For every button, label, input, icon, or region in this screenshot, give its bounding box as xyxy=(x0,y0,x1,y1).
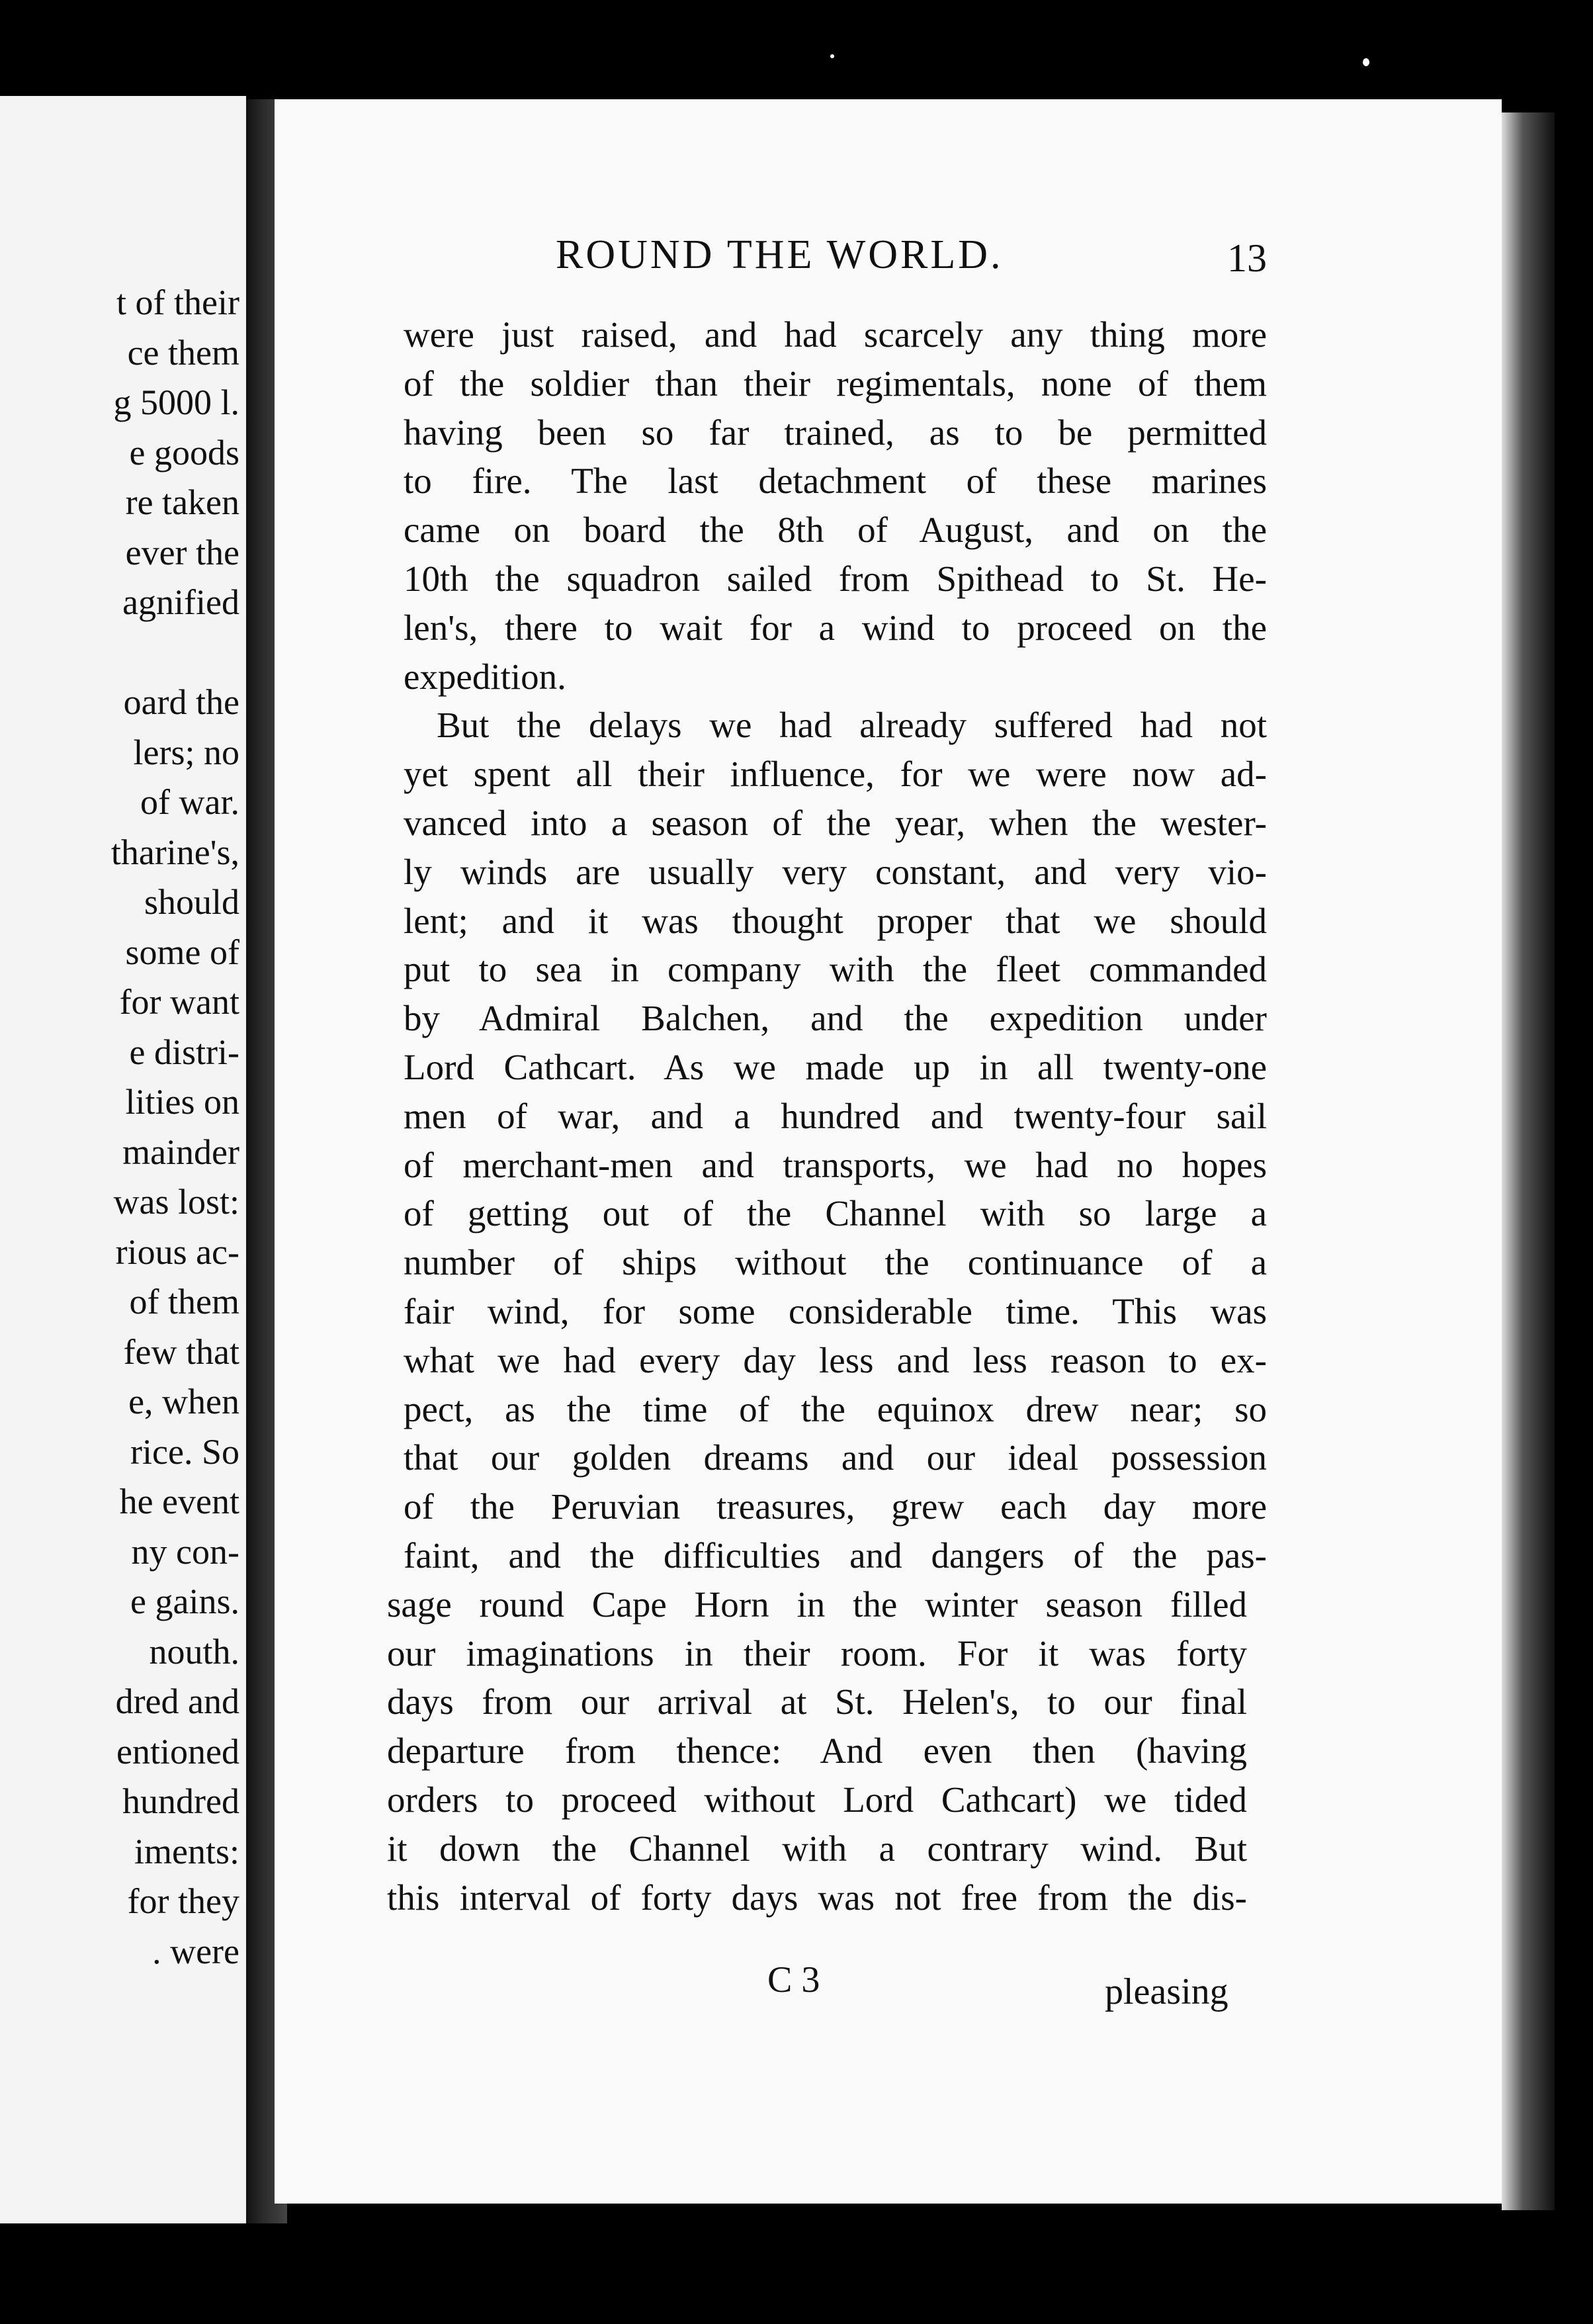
text-line: were just raised, and had scarcely any thing more xyxy=(404,314,1267,355)
left-page-line: oard the xyxy=(123,682,239,722)
left-page-line: re taken xyxy=(125,482,239,522)
text-line: But the delays we had already suffered had not xyxy=(437,705,1267,746)
left-page-line: rious ac- xyxy=(115,1231,239,1272)
left-page-line: mainder xyxy=(122,1132,239,1172)
text-line: put to sea in company with the fleet commanded xyxy=(404,949,1267,990)
text-line: vanced into a season of the year, when the wester- xyxy=(404,803,1267,843)
text-line: that our golden dreams and our ideal possession xyxy=(404,1437,1267,1478)
text-line: of the Peruvian treasures, grew each day more xyxy=(404,1486,1267,1527)
dust-speck xyxy=(1363,58,1369,66)
text-line: fair wind, for some considerable time. This was xyxy=(404,1291,1267,1331)
left-page-line: some of xyxy=(125,932,239,972)
text-line: of merchant-men and transports, we had no hopes xyxy=(404,1144,1267,1185)
left-page-line: few that xyxy=(123,1331,239,1372)
left-page-line: rice. So xyxy=(130,1431,239,1472)
left-page-line: e goods xyxy=(129,432,239,472)
text-line: Lord Cathcart. As we made up in all twenty-one xyxy=(404,1047,1267,1087)
left-page-line: was lost: xyxy=(113,1182,239,1222)
left-page-line: e gains. xyxy=(130,1582,239,1621)
left-page-line: should xyxy=(144,882,239,922)
text-line: this interval of forty days was not free from the dis- xyxy=(387,1877,1247,1918)
left-page-line: lities on xyxy=(125,1082,239,1122)
text-line: number of ships without the continuance of a xyxy=(404,1242,1267,1283)
left-page-line: e, when xyxy=(128,1382,239,1421)
signature-mark: C 3 xyxy=(767,1959,820,2000)
text-line: ly winds are usually very constant, and very vio- xyxy=(404,851,1267,892)
left-page-line: g 5000 l. xyxy=(113,382,239,422)
text-line: it down the Channel with a contrary wind. But xyxy=(387,1828,1247,1869)
text-line: orders to proceed without Lord Cathcart) we tided xyxy=(387,1779,1247,1820)
left-page-line: lers; no xyxy=(133,732,239,772)
left-page-line: dred and xyxy=(115,1681,239,1721)
running-head: ROUND THE WORLD. xyxy=(556,232,1004,277)
left-page-line: agnified xyxy=(122,582,239,622)
text-line: yet spent all their influence, for we were now ad- xyxy=(404,754,1267,795)
text-line: sage round Cape Horn in the winter season filled xyxy=(387,1584,1247,1625)
text-line: what we had every day less and less reason to ex- xyxy=(404,1339,1267,1380)
left-page-line: t of their xyxy=(116,283,239,322)
text-line: departure from thence: And even then (having xyxy=(387,1730,1247,1771)
left-page-line: for they xyxy=(127,1881,239,1921)
left-page-line: nouth. xyxy=(149,1631,239,1672)
left-page-line: ever the xyxy=(125,532,239,572)
left-page-line: for want xyxy=(119,982,239,1022)
text-line: pect, as the time of the equinox drew near; so xyxy=(404,1388,1267,1429)
left-page xyxy=(0,96,246,2223)
page-number: 13 xyxy=(1227,236,1267,280)
text-line: men of war, and a hundred and twenty-four sail xyxy=(404,1095,1267,1136)
page-edge xyxy=(1502,112,1555,2210)
catchword: pleasing xyxy=(1105,1971,1228,2012)
left-page-line: hundred xyxy=(122,1781,239,1821)
text-line: len's, there to wait for a wind to proceed on the xyxy=(404,607,1267,648)
text-line: of getting out of the Channel with so large a xyxy=(404,1193,1267,1234)
text-line: by Admiral Balchen, and the expedition under xyxy=(404,998,1267,1039)
text-line: faint, and the difficulties and dangers of the pas- xyxy=(404,1535,1267,1576)
text-line: came on board the 8th of August, and on the xyxy=(404,510,1267,551)
left-page-line: of war. xyxy=(140,782,239,822)
left-page-line: ce them xyxy=(127,332,239,373)
text-line: expedition. xyxy=(404,656,566,697)
left-page-line: of them xyxy=(129,1282,239,1321)
left-page-line: tharine's, xyxy=(110,832,239,872)
left-page-line: entioned xyxy=(116,1731,239,1771)
left-page-line: he event xyxy=(119,1482,239,1521)
dust-speck xyxy=(830,54,834,58)
left-page-line: e distri- xyxy=(129,1032,239,1072)
text-line: having been so far trained, as to be permitted xyxy=(404,412,1267,453)
text-line: 10th the squadron sailed from Spithead to St. He- xyxy=(404,559,1267,599)
text-line: days from our arrival at St. Helen's, to our final xyxy=(387,1681,1247,1722)
text-line: our imaginations in their room. For it was forty xyxy=(387,1632,1247,1674)
left-page-line: iments: xyxy=(134,1831,239,1871)
left-page-line: . were xyxy=(152,1931,239,1971)
left-page-line: ny con- xyxy=(131,1531,239,1572)
text-line: to fire. The last detachment of these marines xyxy=(404,461,1267,502)
text-line: lent; and it was thought proper that we should xyxy=(404,900,1267,941)
text-line: of the soldier than their regimentals, none of them xyxy=(404,363,1267,404)
